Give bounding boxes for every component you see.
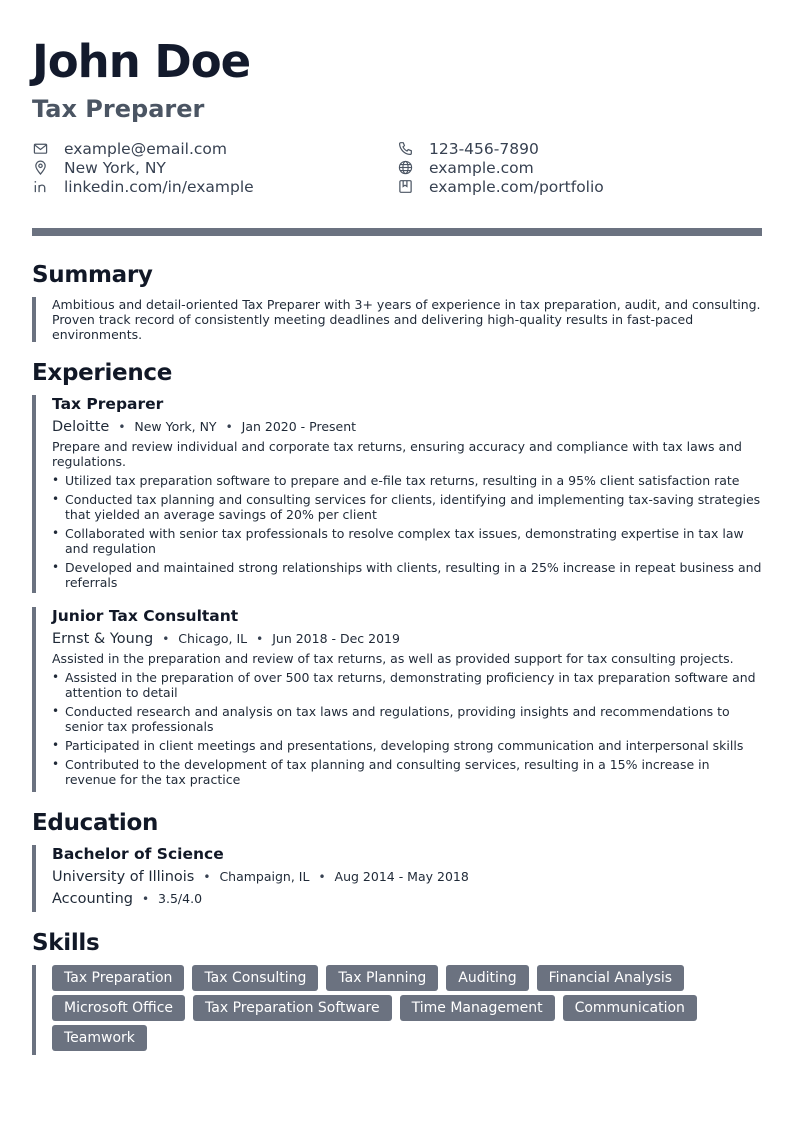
company-name: Ernst & Young — [52, 631, 154, 647]
contact-location — [32, 158, 166, 177]
summary-section — [32, 297, 762, 342]
job-location: Chicago, IL — [178, 631, 248, 646]
separator-dot: • — [162, 632, 170, 646]
skill-chip: Tax Consulting — [192, 965, 318, 991]
job-entry — [32, 395, 762, 593]
website-text: example.com — [429, 158, 534, 177]
job-title: Tax Preparer — [52, 395, 164, 413]
linkedin-text: linkedin.com/in/example — [64, 177, 254, 196]
education-dates: Aug 2014 - May 2018 — [334, 869, 469, 884]
education-meta — [52, 868, 762, 886]
job-dates: Jan 2020 - Present — [241, 419, 357, 434]
job-location: New York, NY — [134, 419, 217, 434]
skill-chip: Teamwork — [52, 1025, 147, 1051]
portfolio-text: example.com/portfolio — [429, 177, 604, 196]
degree-title: Bachelor of Science — [52, 845, 224, 863]
job-bullet: • Participated in client meetings and presentations, developing strong communication and interpersonal skills — [52, 738, 762, 753]
major: Accounting — [52, 891, 133, 907]
summary-text: Ambitious and detail-oriented Tax Preparer with 3+ years of experience in tax preparation, audit, and consulting. Proven track record of consistently meeting deadlines and delivering high-quality results in fast-paced environments. — [52, 297, 761, 342]
skill-chip: Communication — [563, 995, 697, 1021]
location-text: New York, NY — [64, 158, 166, 177]
separator-dot: • — [318, 870, 326, 884]
linkedin-icon — [32, 179, 48, 195]
candidate-name: John Doe — [32, 35, 251, 88]
job-bullet: • Contributed to the development of tax planning and consulting services, resulting in a 15% increase in revenue for the tax practice — [52, 757, 762, 787]
summary-heading: Summary — [32, 262, 153, 288]
education-details — [52, 890, 762, 908]
job-bullet: • Conducted research and analysis on tax laws and regulations, providing insights and recommendations to senior tax professionals — [52, 704, 762, 734]
job-bullet: • Conducted tax planning and consulting services for clients, identifying and implementing tax-saving strategies that yielded an average savings of 20% per client — [52, 492, 762, 522]
job-meta — [52, 418, 762, 436]
experience-heading: Experience — [32, 360, 173, 386]
skills-list — [52, 965, 742, 1051]
map-pin-icon — [32, 160, 48, 176]
job-meta — [52, 630, 762, 648]
skill-chip: Tax Preparation Software — [193, 995, 392, 1021]
skill-chip: Microsoft Office — [52, 995, 185, 1021]
job-dates: Jun 2018 - Dec 2019 — [272, 631, 400, 646]
phone-text: 123-456-7890 — [429, 139, 539, 158]
job-bullet: • Developed and maintained strong relationships with clients, resulting in a 25% increase in repeat business and referrals — [52, 560, 762, 590]
skill-chip: Financial Analysis — [537, 965, 684, 991]
job-entry — [32, 607, 762, 792]
contact-phone[interactable] — [397, 139, 539, 158]
job-bullet: • Utilized tax preparation software to prepare and e-file tax returns, resulting in a 95% client satisfaction rate — [52, 473, 762, 488]
separator-dot: • — [256, 632, 264, 646]
candidate-role: Tax Preparer — [32, 95, 205, 123]
job-title: Junior Tax Consultant — [52, 607, 239, 625]
mail-icon — [32, 141, 48, 157]
skill-chip: Tax Preparation — [52, 965, 184, 991]
gpa: 3.5/4.0 — [158, 891, 203, 906]
contact-website[interactable] — [397, 158, 534, 177]
contact-portfolio[interactable] — [397, 177, 604, 196]
skills-heading: Skills — [32, 930, 100, 956]
job-bullets — [52, 670, 762, 787]
separator-dot: • — [141, 892, 150, 906]
skill-chip: Tax Planning — [326, 965, 438, 991]
job-bullet: • Assisted in the preparation of over 500 tax returns, demonstrating proficiency in tax preparation software and attention to detail — [52, 670, 762, 700]
contact-email[interactable] — [32, 139, 227, 158]
job-description: Prepare and review individual and corporate tax returns, ensuring accuracy and compliance with tax laws and regulations. — [52, 439, 742, 469]
education-entry — [32, 845, 762, 912]
school-location: Champaign, IL — [219, 869, 310, 884]
company-name: Deloitte — [52, 419, 110, 435]
job-bullet: • Collaborated with senior tax professionals to resolve complex tax issues, demonstrating expertise in tax law and regulation — [52, 526, 762, 556]
separator-dot: • — [118, 420, 126, 434]
separator-dot: • — [225, 420, 233, 434]
job-description: Assisted in the preparation and review of tax returns, as well as provided support for tax consulting projects. — [52, 651, 734, 666]
skill-chip: Auditing — [446, 965, 528, 991]
phone-icon — [397, 141, 413, 157]
school-name: University of Illinois — [52, 869, 195, 885]
separator-dot: • — [203, 870, 211, 884]
email-text: example@email.com — [64, 139, 227, 158]
globe-icon — [397, 160, 413, 176]
education-heading: Education — [32, 810, 159, 836]
skill-chip: Time Management — [400, 995, 555, 1021]
contact-linkedin[interactable] — [32, 177, 254, 196]
skills-section — [32, 965, 762, 1055]
bookmark-icon — [397, 179, 413, 195]
header-divider — [32, 228, 762, 236]
job-bullets — [52, 473, 762, 590]
